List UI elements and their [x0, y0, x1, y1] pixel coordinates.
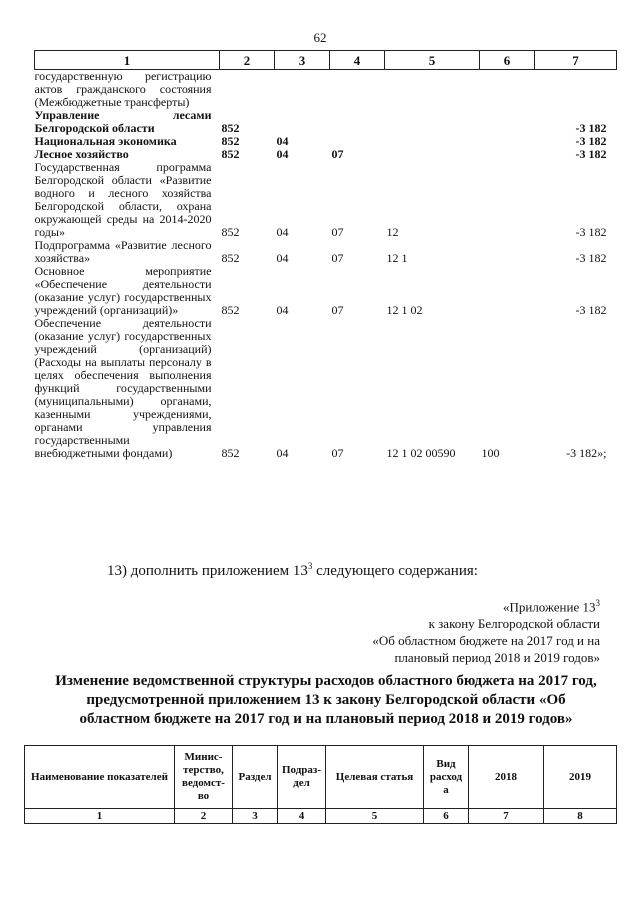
budget-table-continuation: [34, 50, 617, 460]
row-expense-type: [480, 135, 535, 148]
row-expense-type: [480, 265, 535, 317]
appendix-line: «Об областном бюджете на 2017 год и на: [372, 633, 600, 649]
row-section: 04: [276, 225, 289, 239]
page-number: 62: [313, 30, 327, 45]
row-amount: -3 182: [575, 303, 607, 317]
row-amount: -3 182: [575, 134, 607, 148]
column-header: Наименование показателей: [25, 746, 175, 809]
row-subsection: 07: [331, 446, 344, 460]
appendix-reference: [372, 595, 600, 666]
row-section: [275, 109, 330, 135]
table-row: [35, 161, 617, 239]
row-ministry: [220, 70, 275, 110]
table-row: [35, 239, 617, 265]
row-section: 04: [276, 251, 289, 265]
column-number: 6: [424, 809, 469, 824]
row-amount: [535, 70, 617, 110]
row-ministry: 852: [221, 147, 240, 161]
row-section: [275, 70, 330, 110]
row-ministry: 852: [221, 251, 240, 265]
column-number-row: [25, 809, 617, 824]
row-name: Основное мероприятие «Обеспечение деятельности (оказание услуг) государственных учреждений (организаций)»: [34, 264, 212, 317]
amendment-paragraph: [107, 561, 478, 580]
document-title: Изменение ведомственной структуры расходов областного бюджета на 2017 год, предусмотренной приложением 13 к закону Белгородской области «Об областном бюджете на 2017 год и на плановый период 2018 и 2019 годов»: [55, 673, 597, 727]
row-ministry: 852: [221, 446, 240, 460]
row-target-article: 12 1: [386, 251, 408, 265]
column-header: Вид расход а: [424, 746, 469, 809]
row-name: Подпрограмма «Развитие лесного хозяйства»: [34, 238, 212, 265]
row-section: 04: [276, 446, 289, 460]
amendment-text: 13) дополнить приложением 13: [107, 563, 308, 579]
row-target-article: 12 1 02: [386, 303, 423, 317]
row-ministry: 852: [221, 225, 240, 239]
row-subsection: [330, 109, 385, 135]
row-name: Обеспечение деятельности (оказание услуг) государственных учреждений (организаций) (Расходы на выплаты персоналу в целях обеспечения выполнения функций государственными (муниципальными) органами, казенными учреждениями, органами управления государственными внебюджетными фондами): [34, 316, 212, 460]
column-header: 2: [220, 51, 275, 70]
amendment-sup: 3: [307, 561, 313, 571]
column-header: Минис-терство, ведомст-во: [175, 746, 233, 809]
appendix-line: к закону Белгородской области: [428, 616, 600, 632]
row-ministry: 852: [221, 134, 240, 148]
row-name: государственную регистрацию актов гражданского состояния (Межбюджетные трансферты): [34, 69, 212, 109]
column-header: 1: [35, 51, 220, 70]
column-header: 3: [275, 51, 330, 70]
column-number: 2: [175, 809, 233, 824]
column-number: 3: [233, 809, 278, 824]
column-number: 1: [25, 809, 175, 824]
row-section: 04: [276, 147, 289, 161]
column-header: 5: [385, 51, 480, 70]
row-name: Управление лесами Белгородской области: [34, 108, 212, 135]
row-ministry: 852: [221, 121, 240, 135]
expense-structure-table: [24, 745, 617, 824]
column-header: 2019: [544, 746, 617, 809]
column-header: Подраз-дел: [278, 746, 326, 809]
row-target-article: [385, 70, 480, 110]
row-name: Национальная экономика: [34, 134, 177, 148]
row-target-article: [385, 135, 480, 148]
row-ministry: 852: [221, 303, 240, 317]
column-number: 4: [278, 809, 326, 824]
row-amount: -3 182: [575, 147, 607, 161]
table-row: [35, 265, 617, 317]
row-target-article: [385, 109, 480, 135]
appendix-line: «Приложение 13: [502, 599, 596, 615]
column-header: 7: [535, 51, 617, 70]
row-amount: -3 182»;: [566, 446, 607, 460]
row-subsection: 07: [331, 303, 344, 317]
row-subsection: 07: [331, 147, 344, 161]
row-expense-type: [480, 161, 535, 239]
row-name: Лесное хозяйство: [34, 147, 129, 161]
row-amount: -3 182: [575, 225, 607, 239]
row-name: Государственная программа Белгородской области «Развитие водного и лесного хозяйства Белгородской области, охрана окружающей среды на 2014-2020 годы»: [34, 160, 212, 239]
row-expense-type: [480, 70, 535, 110]
table-row: [35, 70, 617, 110]
row-expense-type: [480, 148, 535, 161]
header-row: [25, 746, 617, 809]
row-target-article: 12: [386, 225, 399, 239]
row-subsection: [330, 70, 385, 110]
row-target-article: [385, 148, 480, 161]
column-number: 8: [544, 809, 617, 824]
appendix-sup: 3: [595, 598, 600, 608]
appendix-line: плановый период 2018 и 2019 годов»: [394, 650, 600, 666]
row-section: 04: [276, 303, 289, 317]
column-header: Раздел: [233, 746, 278, 809]
row-subsection: 07: [331, 225, 344, 239]
amendment-suffix: следующего содержания:: [312, 563, 478, 579]
row-target-article: 12 1 02 00590: [386, 446, 456, 460]
column-number: 5: [326, 809, 424, 824]
column-number: 7: [469, 809, 544, 824]
row-amount: -3 182: [575, 251, 607, 265]
column-header: 4: [330, 51, 385, 70]
table-row: [35, 109, 617, 135]
row-section: 04: [276, 134, 289, 148]
column-number-row: [35, 51, 617, 70]
column-header: Целевая статья: [326, 746, 424, 809]
table-row: [35, 317, 617, 460]
row-amount: -3 182: [575, 121, 607, 135]
row-expense-type: [480, 109, 535, 135]
row-expense-type: 100: [481, 446, 500, 460]
row-expense-type: [480, 239, 535, 265]
column-header: 6: [480, 51, 535, 70]
row-subsection: 07: [331, 251, 344, 265]
column-header: 2018: [469, 746, 544, 809]
